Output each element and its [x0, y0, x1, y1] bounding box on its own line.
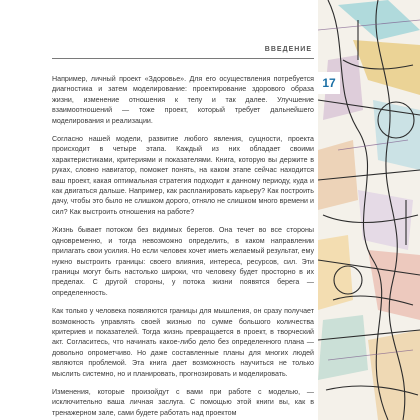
abstract-drawing-image [318, 0, 420, 420]
body-text [52, 74, 314, 420]
paragraph: Например, личный проект «Здоровье». Для его осуществления потребуется диагностика и затем моделирование: проектирование здорового образа жизни, изменение отношения к телу и так далее. Улучшение взаимоотношений — тоже проект, который требует дальнейшего моделирования и реализации. [52, 75, 314, 125]
decorative-illustration [318, 0, 420, 420]
paragraph: Как только у человека появляются границы для мышления, он сразу получает возможность управлять своей жизнью по сумме большого количества критериев и показателей. Тогда жизнь превращается в проект, в творческий акт. Согласитесь, что начинать какое-либо дело без определенного плана — довольно опрометчиво. Но даже составленные планы для многих людей являются проблемой. Эта книга дает возможность научиться не только мыслить системно, но и планировать, прогнозировать и моделировать. [52, 307, 314, 378]
header-rule [52, 58, 314, 59]
section-title: ВВЕДЕНИЕ [264, 46, 312, 53]
page-number: 17 [318, 72, 340, 94]
paragraph: Согласно нашей модели, развитие любого явления, сущности, проекта происходит в четыре этапа. Каждый из них обладает своими характеристиками, критериями и показателями. Книга, которую вы держите в руках, словно навигатор, поможет понять, на каком этапе сейчас находится ваш проект, какая оптимальная стратегия подходит к данному периоду, куда и как двигаться дальше. Например, как распланировать карьеру? Как построить дачу, чтобы это было не слишком дорого, отняло не слишком много времени и сил? Как выстроить отношения на работе? [52, 135, 314, 216]
paragraph: Изменения, которые произойдут с вами при работе с моделью, — исключительно ваша личная заслуга. С помощью этой книги вы, как в тренажерном зале, сами будете работать над проектом [52, 387, 314, 417]
paragraph: Жизнь бывает потоком без видимых берегов. Она течет во все стороны одновременно, и тогда невозможно определить, в каком направлении прилагать свои усилия. Но если человек хочет иметь желаемый результат, ему нужно выстроить границы: своего влияния, интереса, ресурсов, сил. Эти границы могут быть настолько широки, что человеку будет просторно в их пределах. С другой стороны, у потока жизни появятся берега — определенность. [52, 226, 314, 297]
